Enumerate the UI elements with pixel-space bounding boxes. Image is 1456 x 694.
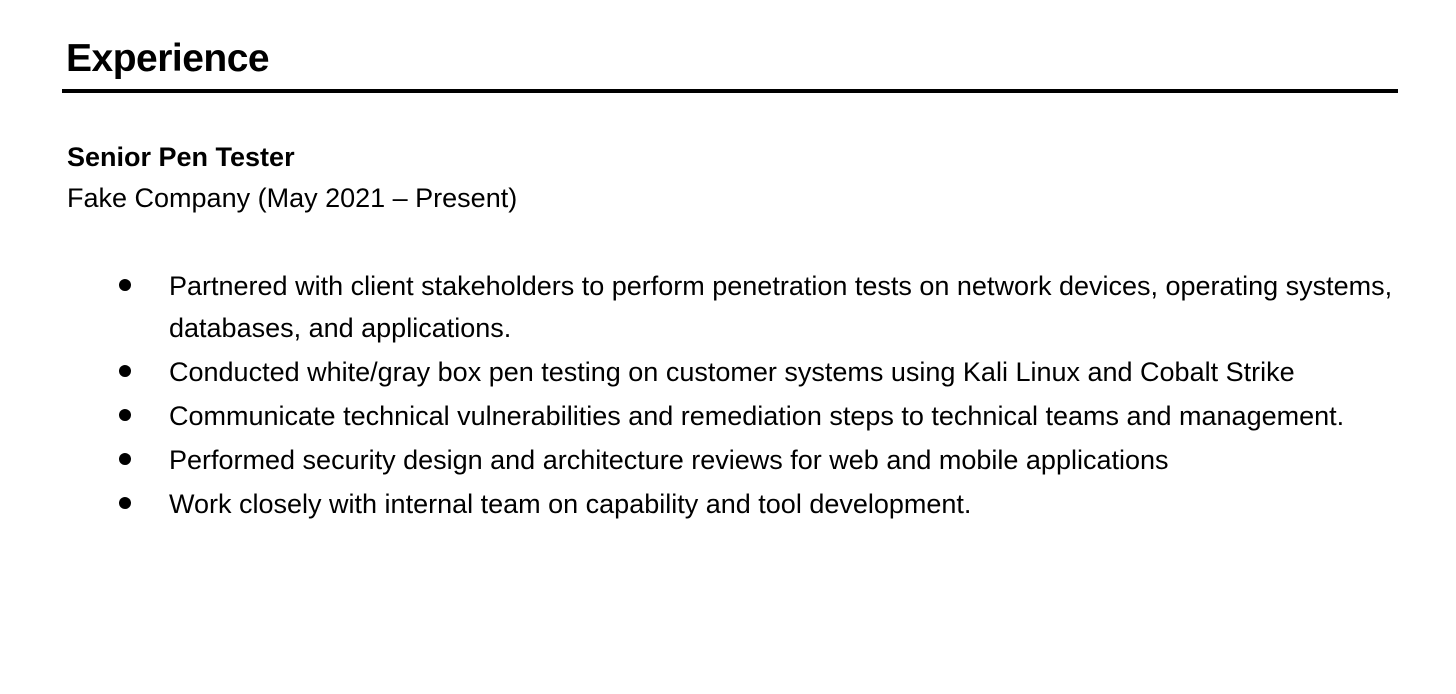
- list-item-text: Partnered with client stakeholders to perform penetration tests on network devices, operating systems, databases, and applications.: [169, 271, 1393, 343]
- list-item: [112, 440, 1402, 482]
- list-item-text: Conducted white/gray box pen testing on customer systems using Kali Linux and Cobalt Strike: [169, 356, 1295, 387]
- section-title: Experience: [66, 37, 270, 80]
- bullet-icon: [119, 409, 131, 421]
- list-item: [112, 352, 1402, 394]
- list-item: [112, 396, 1402, 438]
- section-divider: [62, 89, 1398, 93]
- list-item-text: Communicate technical vulnerabilities and remediation steps to technical teams and management.: [169, 400, 1345, 431]
- responsibilities-list: [112, 266, 1402, 528]
- job-title: Senior Pen Tester: [67, 142, 295, 172]
- bullet-icon: [119, 497, 131, 509]
- list-item-text: Performed security design and architecture reviews for web and mobile applications: [169, 444, 1169, 475]
- bullet-icon: [119, 365, 131, 377]
- list-item: [112, 266, 1402, 349]
- bullet-icon: [119, 279, 131, 291]
- bullet-icon: [119, 453, 131, 465]
- list-item-text: Work closely with internal team on capability and tool development.: [169, 488, 972, 519]
- list-item: [112, 484, 1402, 526]
- job-company-dates: Fake Company (May 2021 – Present): [67, 183, 518, 213]
